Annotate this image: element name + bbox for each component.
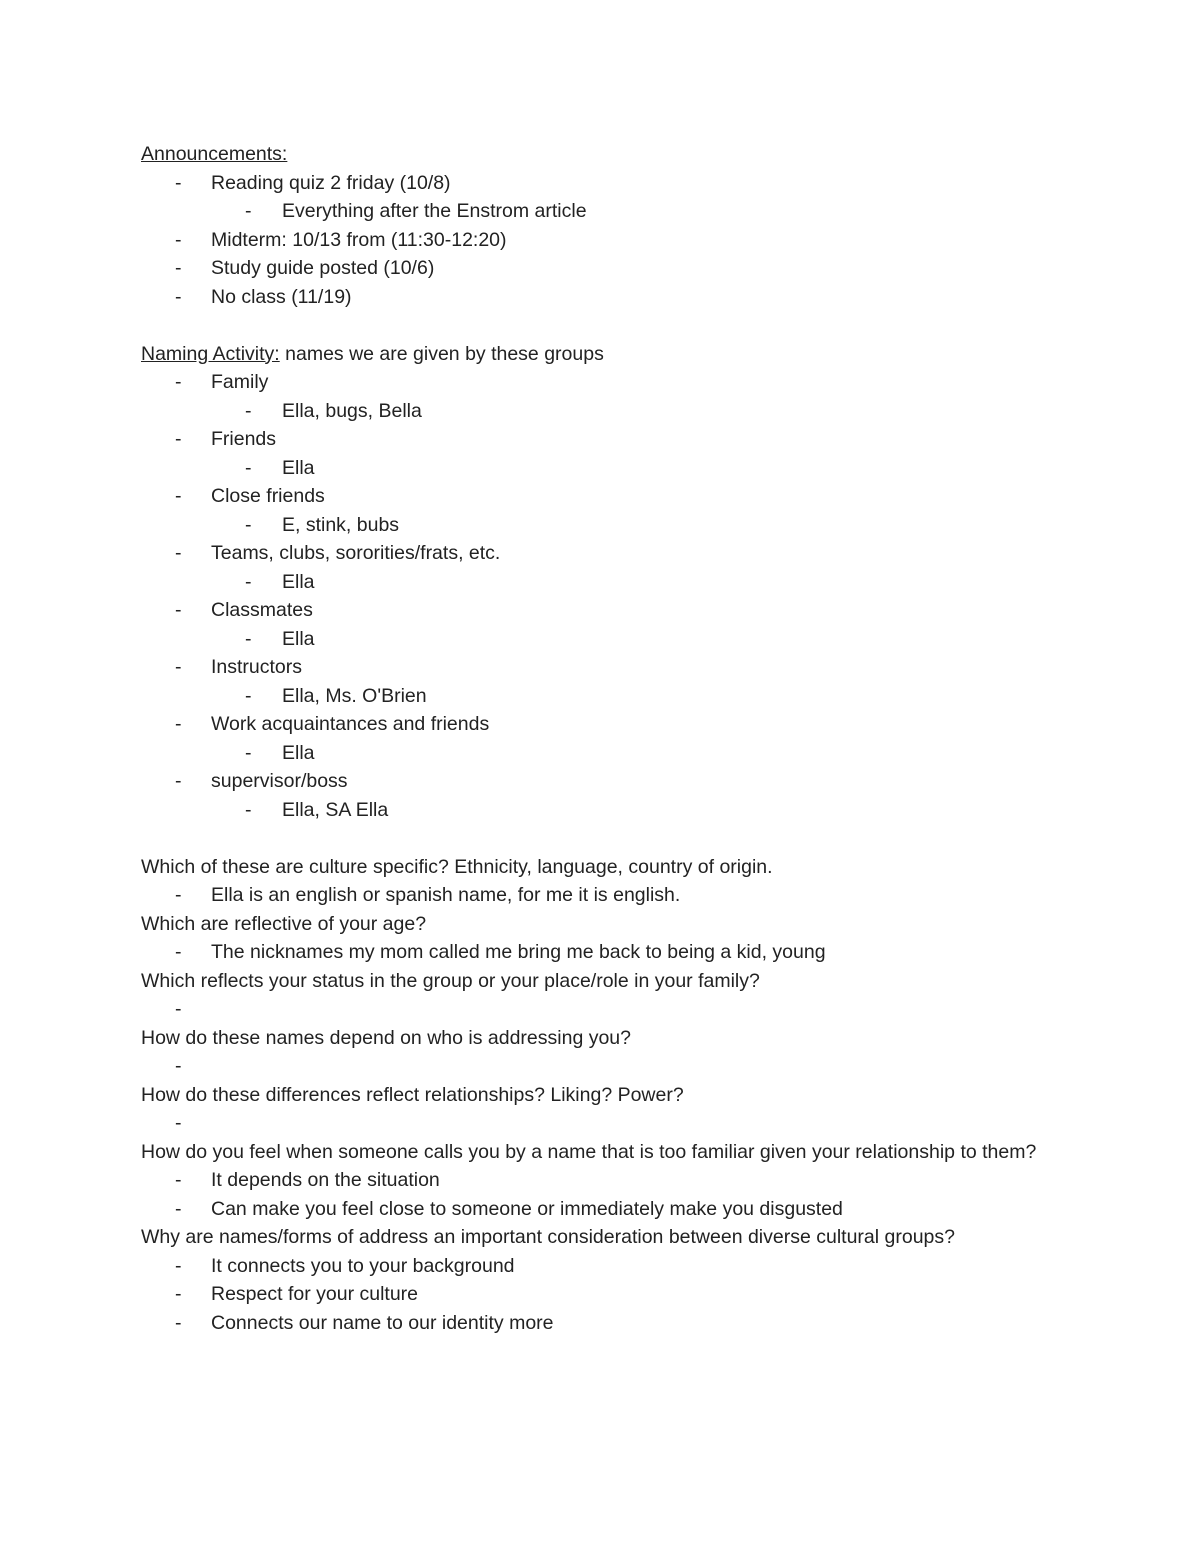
list-item <box>141 881 1061 910</box>
list-item <box>141 454 1061 483</box>
group-name: supervisor/boss <box>211 770 348 792</box>
list-item <box>141 425 1061 454</box>
document-body <box>141 140 1061 1337</box>
bullet-dash: - <box>175 656 182 678</box>
bullet-dash: - <box>175 542 182 564</box>
bullet-dash: - <box>245 627 252 650</box>
list-item <box>141 1195 1061 1224</box>
list-item <box>141 539 1061 568</box>
list-item <box>141 1280 1061 1309</box>
announcements-heading-line <box>141 140 1061 169</box>
answer-text: The nicknames my mom called me bring me back to being a kid, young <box>211 941 826 963</box>
list-item <box>141 739 1061 768</box>
group-names: Ella <box>282 741 315 764</box>
bullet-dash: - <box>175 941 182 963</box>
answer-text: Respect for your culture <box>211 1283 419 1305</box>
bullet-dash: - <box>175 428 182 450</box>
naming-heading: Naming Activity: <box>141 342 280 365</box>
naming-intro: names we are given by these groups <box>279 342 604 365</box>
question-text: Which reflects your status in the group or your place/role in your family? <box>141 969 760 992</box>
bullet-dash: - <box>175 1311 182 1334</box>
bullet-dash: - <box>175 1197 182 1220</box>
list-item <box>141 482 1061 511</box>
group-names: Ella <box>282 627 315 650</box>
question-text: How do these names depend on who is addressing you? <box>141 1026 631 1049</box>
group-name: Friends <box>211 428 277 450</box>
bullet-dash: - <box>245 399 252 422</box>
question <box>141 1024 1061 1053</box>
question <box>141 853 1061 882</box>
announcement-text: Study guide posted (10/6) <box>211 257 435 279</box>
group-names: Ella, bugs, Bella <box>282 399 422 422</box>
list-item <box>141 596 1061 625</box>
group-name: Family <box>211 371 269 393</box>
bullet-dash: - <box>175 1112 182 1134</box>
bullet-dash: - <box>245 798 252 821</box>
group-name: Classmates <box>211 599 313 621</box>
list-item <box>141 169 1061 198</box>
list-item <box>141 368 1061 397</box>
group-names: Ella, Ms. O'Brien <box>282 684 427 707</box>
list-item <box>141 682 1061 711</box>
answer-text: Ella is an english or spanish name, for me it is english. <box>211 884 681 906</box>
bullet-dash: - <box>175 485 182 507</box>
announcement-text: No class (11/19) <box>211 285 352 308</box>
question <box>141 1138 1061 1167</box>
bullet-dash: - <box>175 770 182 792</box>
group-name: Instructors <box>211 656 303 678</box>
bullet-dash: - <box>175 285 182 308</box>
list-item <box>141 226 1061 255</box>
group-name: Teams, clubs, sororities/frats, etc. <box>211 542 501 564</box>
paragraph-gap <box>141 311 1061 340</box>
bullet-dash: - <box>175 171 182 194</box>
question-text: Why are names/forms of address an important consideration between diverse cultural groups? <box>141 1226 955 1248</box>
group-name: Close friends <box>211 485 325 507</box>
list-item <box>141 1109 1061 1138</box>
bullet-dash: - <box>175 599 182 621</box>
list-item <box>141 1252 1061 1281</box>
list-item <box>141 511 1061 540</box>
announcement-text: Midterm: 10/13 from (11:30-12:20) <box>211 228 507 251</box>
list-item <box>141 397 1061 426</box>
list-item <box>141 197 1061 226</box>
list-item <box>141 625 1061 654</box>
question <box>141 967 1061 996</box>
question <box>141 1223 1061 1252</box>
list-item <box>141 254 1061 283</box>
bullet-dash: - <box>175 257 182 279</box>
list-item <box>141 1052 1061 1081</box>
bullet-dash: - <box>175 1254 182 1277</box>
bullet-dash: - <box>175 1169 182 1191</box>
bullet-dash: - <box>175 371 182 393</box>
bullet-dash: - <box>175 1283 182 1305</box>
naming-heading-line <box>141 340 1061 369</box>
bullet-dash: - <box>245 741 252 764</box>
list-item <box>141 710 1061 739</box>
paragraph-gap <box>141 824 1061 853</box>
announcements-heading: Announcements: <box>141 143 288 165</box>
answer-text: It connects you to your background <box>211 1254 515 1277</box>
question-text: Which are reflective of your age? <box>141 912 427 935</box>
question-text: Which of these are culture specific? Ethnicity, language, country of origin. <box>141 855 773 878</box>
group-names: Ella <box>282 456 315 479</box>
list-item <box>141 1166 1061 1195</box>
list-item <box>141 767 1061 796</box>
group-names: E, stink, bubs <box>282 513 400 536</box>
question-text: How do you feel when someone calls you by a name that is too familiar given your relationship to them? <box>141 1140 1037 1163</box>
question <box>141 910 1061 939</box>
list-item <box>141 283 1061 312</box>
list-item <box>141 653 1061 682</box>
question <box>141 1081 1061 1110</box>
bullet-dash: - <box>175 998 182 1020</box>
list-item <box>141 938 1061 967</box>
bullet-dash: - <box>175 713 182 735</box>
bullet-dash: - <box>175 1055 182 1077</box>
group-name: Work acquaintances and friends <box>211 713 490 735</box>
list-item <box>141 1309 1061 1338</box>
answer-text: Connects our name to our identity more <box>211 1311 554 1334</box>
bullet-dash: - <box>245 684 252 707</box>
bullet-dash: - <box>245 200 252 222</box>
list-item <box>141 796 1061 825</box>
bullet-dash: - <box>245 513 252 536</box>
bullet-dash: - <box>175 884 182 906</box>
bullet-dash: - <box>245 570 252 593</box>
group-names: Ella <box>282 570 315 593</box>
list-item <box>141 568 1061 597</box>
question-text: How do these differences reflect relationships? Liking? Power? <box>141 1083 684 1106</box>
group-names: Ella, SA Ella <box>282 798 389 821</box>
announcement-text: Reading quiz 2 friday (10/8) <box>211 171 451 194</box>
answer-text: Can make you feel close to someone or immediately make you disgusted <box>211 1197 843 1220</box>
bullet-dash: - <box>175 228 182 251</box>
announcement-text: Everything after the Enstrom article <box>282 200 587 222</box>
answer-text: It depends on the situation <box>211 1169 440 1191</box>
list-item <box>141 995 1061 1024</box>
bullet-dash: - <box>245 456 252 479</box>
